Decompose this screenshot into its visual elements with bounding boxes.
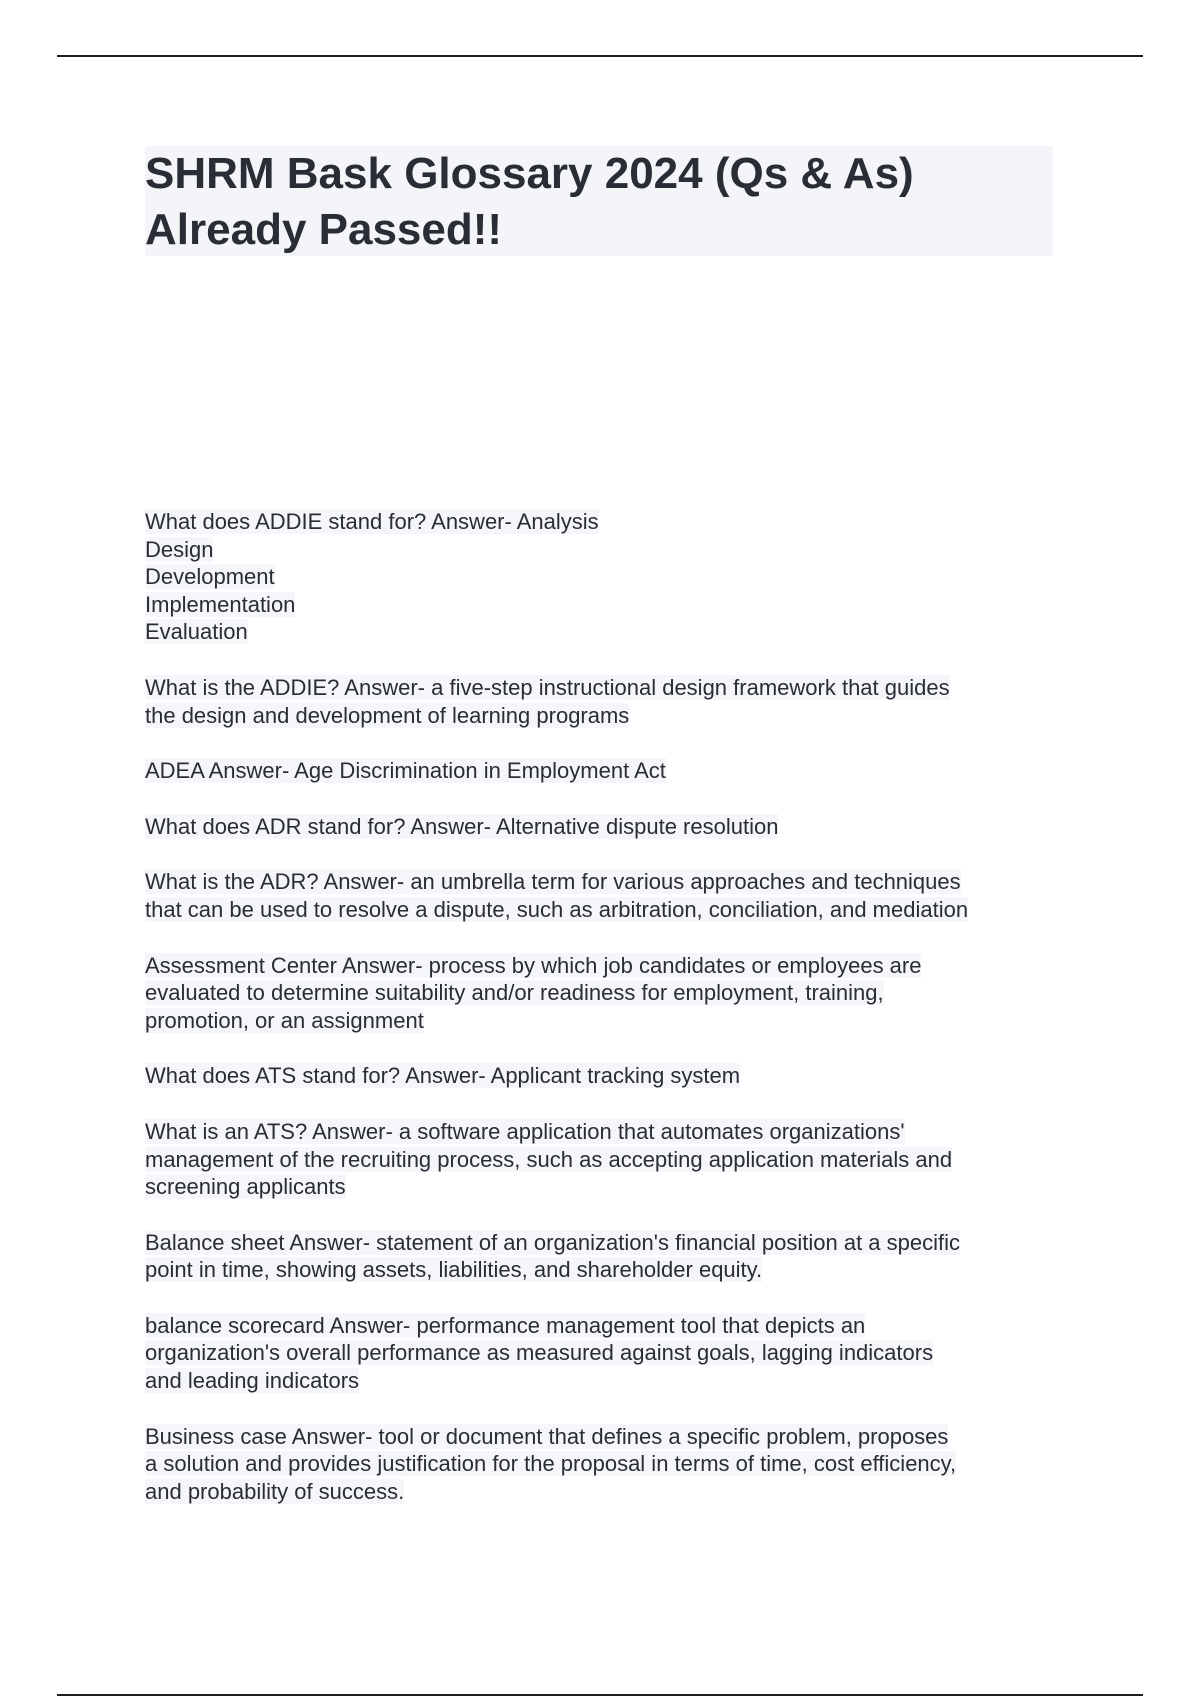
- glossary-text: What does ADR stand for? Answer- Alternative dispute resolution: [145, 813, 779, 839]
- glossary-line: [145, 1478, 1065, 1506]
- glossary-text: the design and development of learning programs: [145, 702, 630, 728]
- glossary-entry: [145, 1229, 1065, 1284]
- glossary-text: What is the ADDIE? Answer- a five-step instructional design framework that guides: [145, 674, 950, 700]
- glossary-line: [145, 1367, 1065, 1395]
- glossary-line: [145, 618, 1065, 646]
- glossary-list: [145, 508, 1065, 1533]
- glossary-text: What is an ATS? Answer- a software application that automates organizations': [145, 1118, 905, 1144]
- glossary-text: Business case Answer- tool or document that defines a specific problem, proposes: [145, 1423, 949, 1449]
- glossary-line: [145, 813, 1065, 841]
- glossary-line: [145, 702, 1065, 730]
- glossary-text: screening applicants: [145, 1174, 346, 1200]
- top-rule: [57, 55, 1143, 57]
- glossary-entry: [145, 1118, 1065, 1201]
- glossary-line: [145, 1312, 1065, 1340]
- glossary-line: [145, 757, 1065, 785]
- title-line: SHRM Bask Glossary 2024 (Qs & As): [145, 149, 914, 198]
- glossary-line: [145, 1256, 1065, 1284]
- glossary-line: [145, 563, 1065, 591]
- title-line: Already Passed!!: [145, 205, 503, 254]
- glossary-text: What is the ADR? Answer- an umbrella term for various approaches and techniques: [145, 869, 961, 895]
- glossary-entry: [145, 1423, 1065, 1506]
- glossary-text: Implementation: [145, 591, 296, 617]
- glossary-line: [145, 1423, 1065, 1451]
- glossary-text: promotion, or an assignment: [145, 1007, 424, 1033]
- glossary-line: [145, 1146, 1065, 1174]
- glossary-line: [145, 1118, 1065, 1146]
- glossary-line: [145, 1339, 1065, 1367]
- glossary-line: [145, 674, 1065, 702]
- document-title: [145, 146, 1053, 256]
- glossary-text: Assessment Center Answer- process by which job candidates or employees are: [145, 952, 922, 978]
- glossary-line: [145, 536, 1065, 564]
- glossary-text: a solution and provides justification for the proposal in terms of time, cost efficiency,: [145, 1451, 957, 1477]
- glossary-text: evaluated to determine suitability and/or readiness for employment, training,: [145, 980, 884, 1006]
- glossary-text: that can be used to resolve a dispute, such as arbitration, conciliation, and mediation: [145, 896, 969, 922]
- glossary-text: Design: [145, 536, 214, 562]
- glossary-line: [145, 1062, 1065, 1090]
- bottom-rule: [57, 1694, 1143, 1696]
- glossary-text: balance scorecard Answer- performance management tool that depicts an: [145, 1312, 866, 1338]
- glossary-text: and probability of success.: [145, 1478, 405, 1504]
- glossary-text: point in time, showing assets, liabilities, and shareholder equity.: [145, 1257, 763, 1283]
- glossary-entry: [145, 1312, 1065, 1395]
- glossary-entry: [145, 508, 1065, 646]
- glossary-line: [145, 952, 1065, 980]
- glossary-line: [145, 979, 1065, 1007]
- glossary-line: [145, 1173, 1065, 1201]
- glossary-line: [145, 1450, 1065, 1478]
- glossary-text: What does ADDIE stand for? Answer- Analysis: [145, 509, 599, 534]
- glossary-entry: [145, 757, 1065, 785]
- glossary-text: and leading indicators: [145, 1368, 360, 1394]
- glossary-line: [145, 1007, 1065, 1035]
- glossary-entry: [145, 674, 1065, 729]
- glossary-text: Development: [145, 564, 275, 590]
- glossary-entry: [145, 1062, 1065, 1090]
- glossary-line: [145, 1229, 1065, 1257]
- glossary-line: [145, 868, 1065, 896]
- glossary-text: organization's overall performance as measured against goals, lagging indicators: [145, 1340, 934, 1366]
- glossary-line: [145, 591, 1065, 619]
- glossary-text: Evaluation: [145, 619, 248, 645]
- glossary-entry: [145, 952, 1065, 1035]
- glossary-entry: [145, 868, 1065, 923]
- glossary-line: [145, 896, 1065, 924]
- glossary-entry: [145, 813, 1065, 841]
- glossary-text: Balance sheet Answer- statement of an organization's financial position at a specific: [145, 1229, 960, 1255]
- glossary-line: [145, 508, 1065, 536]
- glossary-text: What does ATS stand for? Answer- Applicant tracking system: [145, 1063, 741, 1089]
- glossary-text: management of the recruiting process, such as accepting application materials and: [145, 1146, 953, 1172]
- glossary-text: ADEA Answer- Age Discrimination in Employment Act: [145, 758, 666, 784]
